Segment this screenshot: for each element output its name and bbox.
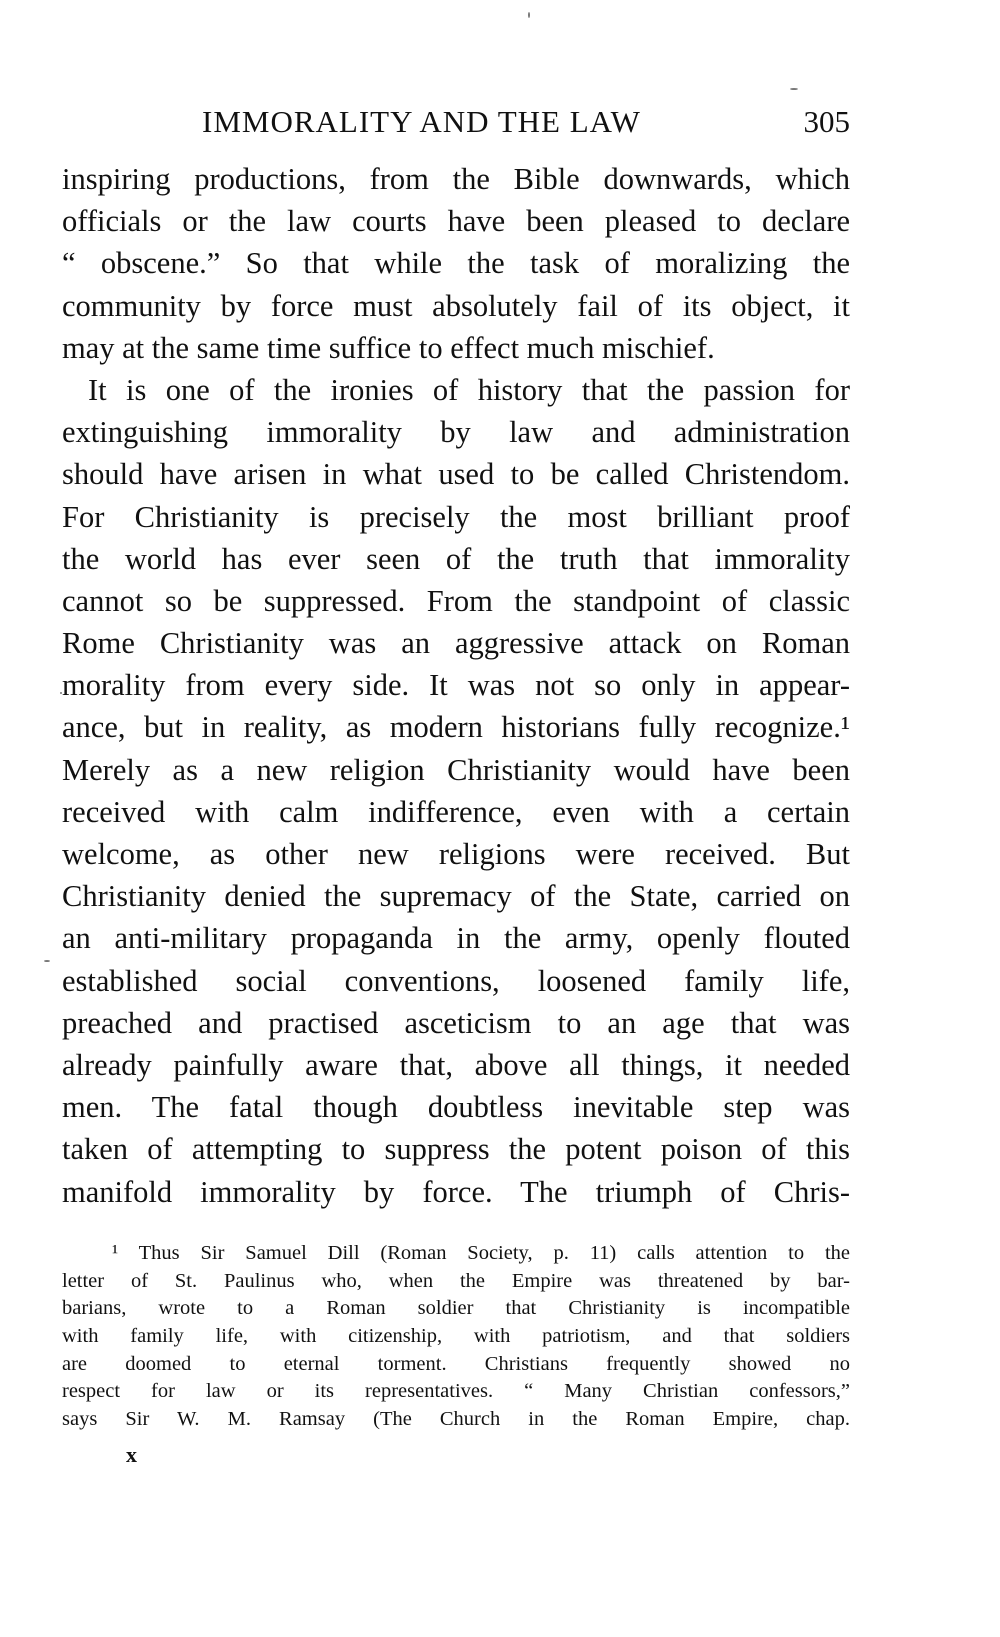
body-line: established social conventions, loosened family life,: [62, 963, 850, 998]
body-line: preached and practised asceticism to an age that was: [62, 1005, 850, 1040]
body-line: For Christianity is precisely the most brilliant proof: [62, 499, 850, 534]
body-line: Christianity denied the supremacy of the State, carried on: [62, 879, 850, 914]
body-line: already painfully aware that, above all things, it needed: [62, 1047, 850, 1082]
footnote-line: are doomed to eternal torment. Christians frequently showed no: [62, 1352, 850, 1375]
body-line: Merely as a new religion Christianity would have been: [62, 752, 850, 787]
scan-speck: [528, 12, 530, 18]
body-line: ance, but in reality, as modern historians fully recognize.¹: [62, 710, 850, 745]
body-line: inspiring productions, from the Bible downwards, which: [62, 162, 850, 196]
running-head: [62, 104, 850, 148]
body-line: an anti-military propaganda in the army, openly flouted: [62, 921, 850, 956]
body-line: cannot so be suppressed. From the standpoint of classic: [62, 583, 850, 618]
footnote-line: with family life, with citizenship, with patriotism, and that soldiers: [62, 1325, 850, 1348]
body-line: morality from every side. It was not so only in appear-: [62, 668, 850, 703]
body-line: men. The fatal though doubtless inevitable step was: [62, 1090, 850, 1125]
body-text: [62, 158, 850, 1213]
footnote-line: respect for law or its representatives. “ Many Christian confessors,”: [62, 1380, 850, 1403]
body-line: Rome Christianity was an aggressive attack on Roman: [62, 626, 850, 661]
body-line: welcome, as other new religions were received. But: [62, 837, 850, 871]
body-line: should have arisen in what used to be called Christendom.: [62, 457, 850, 492]
body-line: It is one of the ironies of history that the passion for: [88, 372, 850, 407]
signature-mark: x: [126, 1442, 137, 1467]
footnote-line: letter of St. Paulinus who, when the Empire was threatened by bar-: [62, 1269, 850, 1292]
scan-speck: [60, 692, 62, 694]
body-line: officials or the law courts have been pleased to declare: [62, 204, 850, 239]
body-line: “ obscene.” So that while the task of moralizing the: [62, 246, 850, 281]
page-number: 305: [803, 104, 850, 139]
body-line: community by force must absolutely fail of its object, it: [62, 288, 850, 323]
footnote-line: barians, wrote to a Roman soldier that Christianity is incompatible: [62, 1297, 850, 1320]
body-line: received with calm indifference, even with a certain: [62, 794, 850, 829]
body-line: manifold immorality by force. The triumph of Chris-: [62, 1174, 850, 1209]
scan-speck: [790, 88, 798, 90]
body-line: the world has ever seen of the truth that immorality: [62, 541, 850, 576]
body-line: may at the same time suffice to effect much mischief.: [62, 330, 715, 365]
footnote-line: says Sir W. M. Ramsay (The Church in the Roman Empire, chap.: [62, 1408, 850, 1431]
footnotes: [62, 1240, 850, 1434]
scan-speck: [44, 960, 50, 962]
footnote-line: ¹ Thus Sir Samuel Dill (Roman Society, p. 11) calls attention to the: [112, 1242, 850, 1264]
body-line: extinguishing immorality by law and administration: [62, 415, 850, 450]
running-title: IMMORALITY AND THE LAW: [202, 104, 641, 139]
body-line: taken of attempting to suppress the potent poison of this: [62, 1132, 850, 1167]
